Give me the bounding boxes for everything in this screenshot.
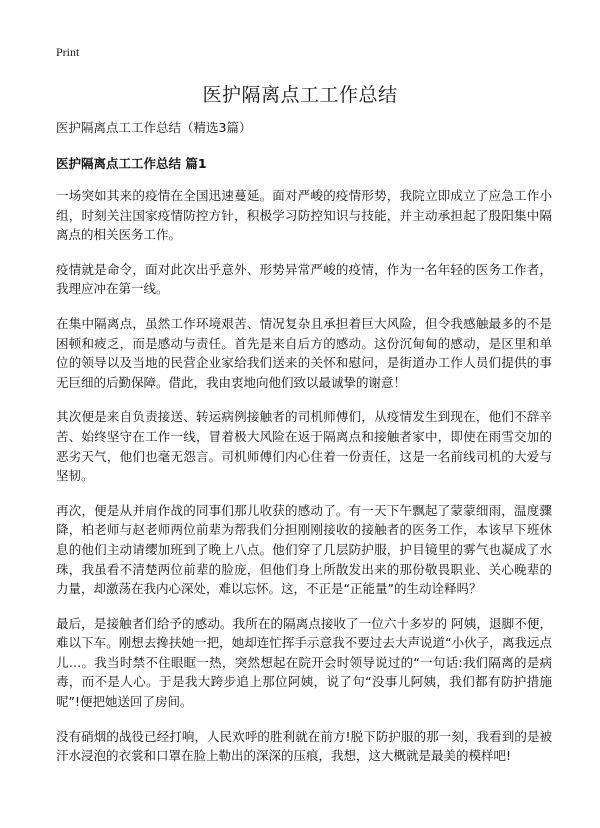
paragraph-4: 其次便是来自负责接送、转运病例接触者的司机师傅们，从疫情发生到现在，他们不辞辛苦、始终坚守在工作一线，冒着极大风险在返于隔离点和接触者家中，即使在雨雪交加的恶劣天气，他们也毫无怨言。司机师傅们内心住着一份责任，这是一名前线司机的大爱与坚韧。 [56,409,552,484]
print-link[interactable]: Print [56,45,80,59]
paragraph-1: 一场突如其来的疫情在全国迅速蔓延。面对严峻的疫情形势，我院立即成立了应急工作小组，时刻关注国家疫情防控方针，积极学习防控知识与技能，并主动承担起了殷阳集中隔离点的相关医务工作。 [56,188,552,243]
paragraph-5: 再次，便是从并肩作战的同事们那儿收获的感动了。有一天下午飘起了蒙蒙细雨，温度骤降，柏老师与赵老师两位前辈为帮我们分担刚刚接收的接触者的医务工作，本该早下班休息的他们主动请缨加班到了晚上八点。他们穿了几层防护服，护目镜里的雾气也凝成了水珠，我虽看不清楚两位前辈的脸庞，但他们身上所散发出来的那份敬畏职业、关心晚辈的力量，却激荡在我内心深处，难以忘怀。这，不正是“正能量”的生动诠释吗？ [56,502,552,597]
paragraph-7: 没有硝烟的战役已经打响，人民欢呼的胜利就在前方!脱下防护服的那一刻，我看到的是被汗水浸泡的衣裳和口罩在脸上勒出的深深的压痕，我想，这大概就是最美的模样吧! [56,728,552,764]
document-body [56,119,552,781]
paragraph-6: 最后，是接触者们给予的感动。我所在的隔离点接收了一位六十多岁的 阿姨，退脚不便，难以下车。刚想去搀扶她一把，她却连忙挥手示意我不要过去大声说道“小伙子，离我远点儿…。我当时禁不住眼眶一热，突然想起在院开会时领导说过的“一句话:我们隔离的是病毒，而不是人心。于是我大跨步追上那位阿姨，说了句“没事儿阿姨，我们都有防护措施呢”!便把她送回了房间。 [56,615,552,710]
document-subtitle: 医护隔离点工工作总结（精选3篇） [56,120,252,135]
document-title: 医护隔离点工工作总结 [202,84,398,106]
paragraph-3: 在集中隔离点，虽然工作环境艰苦、情况复杂且承担着巨大风险，但令我感触最多的不是困顿和疲乏，而是感动与责任。首先是来自后方的感动。这份沉甸甸的感动，是区里和单位的领导以及当地的民营企业家给我们送来的关怀和慰问，是街道办工作人员们提供的事无巨细的后勤保障。借此，我由衷地向他们致以最诚挚的谢意！ [56,315,552,390]
paragraph-2: 疫情就是命令，面对此次出乎意外、形势异常严峻的疫情，作为一名年轻的医务工作者，我理应冲在第一线。 [56,261,552,297]
section-heading: 医护隔离点工工作总结 篇1 [56,156,207,171]
